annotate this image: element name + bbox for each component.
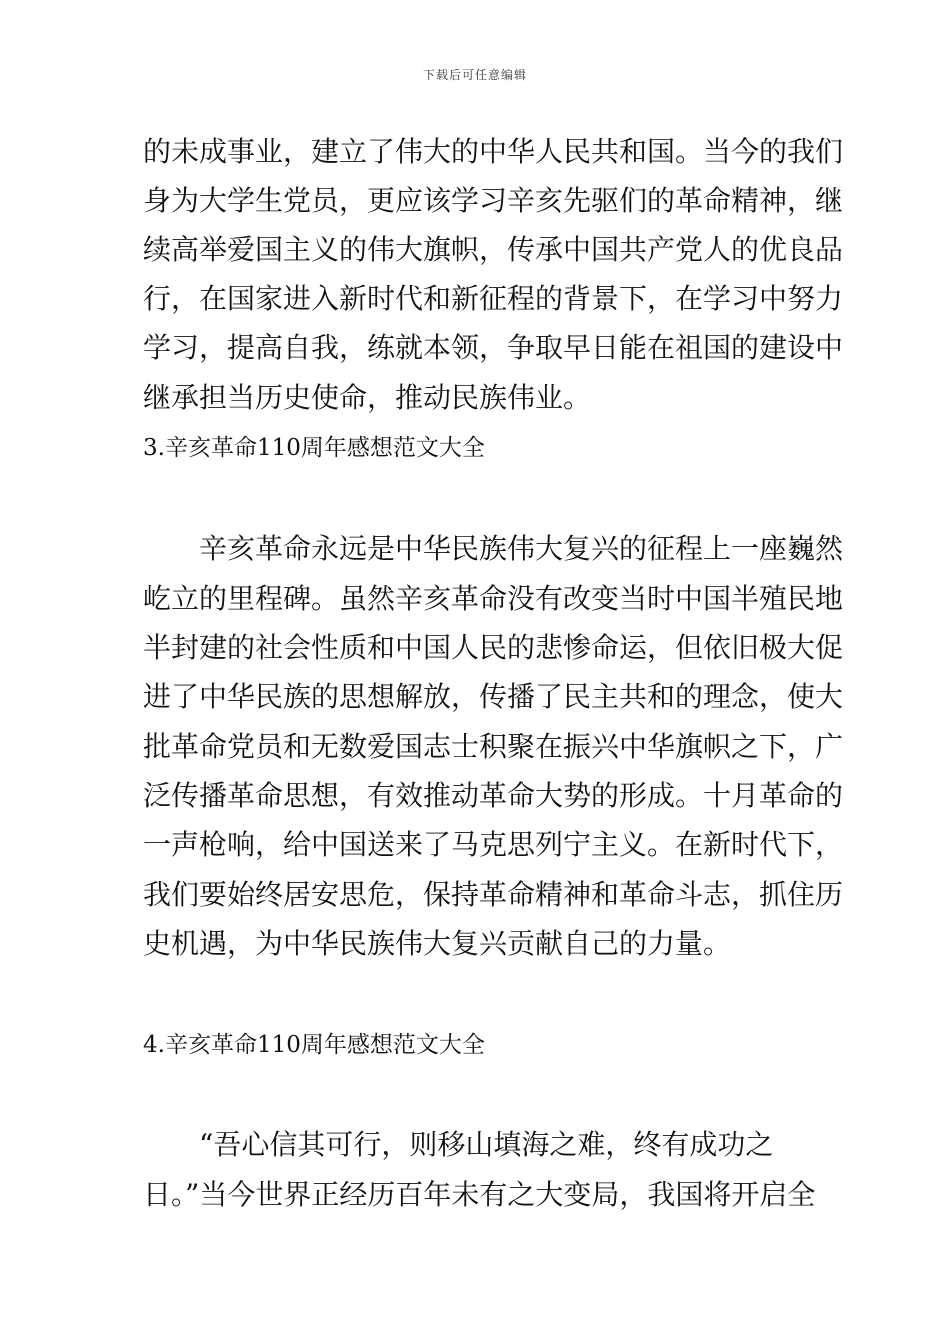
body-line: 续高举爱国主义的伟大旗帜，传承中国共产党人的优良品 — [143, 233, 844, 266]
body-line: 批革命党员和无数爱国志士积聚在振兴中华旗帜之下，广 — [143, 730, 844, 763]
body-line: 泛传播革命思想，有效推动革命大势的形成。十月革命的 — [143, 779, 844, 812]
body-line: 史机遇，为中华民族伟大复兴贡献自己的力量。 — [143, 927, 732, 960]
body-line: 屹立的里程碑。虽然辛亥革命没有改变当时中国半殖民地 — [143, 582, 844, 615]
body-line: 行，在国家进入新时代和新征程的背景下，在学习中努力 — [143, 282, 844, 315]
body-line: “吾心信其可行，则移山填海之难，终有成功之 — [143, 1128, 774, 1161]
section-heading: 4.辛亥革命110周年感想范文大全 — [143, 1032, 485, 1058]
body-line: 半封建的社会性质和中国人民的悲惨命运，但依旧极大促 — [143, 631, 844, 664]
body-line: 的未成事业，建立了伟大的中华人民共和国。当今的我们 — [143, 135, 844, 168]
body-line: 进了中华民族的思想解放，传播了民主共和的理念，使大 — [143, 680, 844, 713]
page-header: 下载后可任意编辑 — [422, 68, 527, 82]
body-line: 日。”当今世界正经历百年未有之大变局，我国将开启全 — [143, 1178, 816, 1211]
body-line: 身为大学生党员，更应该学习辛亥先驱们的革命精神，继 — [143, 184, 844, 217]
body-line: 一声枪响，给中国送来了马克思列宁主义。在新时代下， — [143, 828, 844, 861]
body-line: 继承担当历史使命，推动民族伟业。 — [143, 381, 592, 414]
body-line: 辛亥革命永远是中华民族伟大复兴的征程上一座巍然 — [143, 532, 844, 565]
section-heading: 3.辛亥革命110周年感想范文大全 — [143, 435, 485, 461]
body-line: 我们要始终居安思危，保持革命精神和革命斗志，抓住历 — [143, 878, 844, 911]
body-line: 学习，提高自我，练就本领，争取早日能在祖国的建设中 — [143, 331, 844, 364]
